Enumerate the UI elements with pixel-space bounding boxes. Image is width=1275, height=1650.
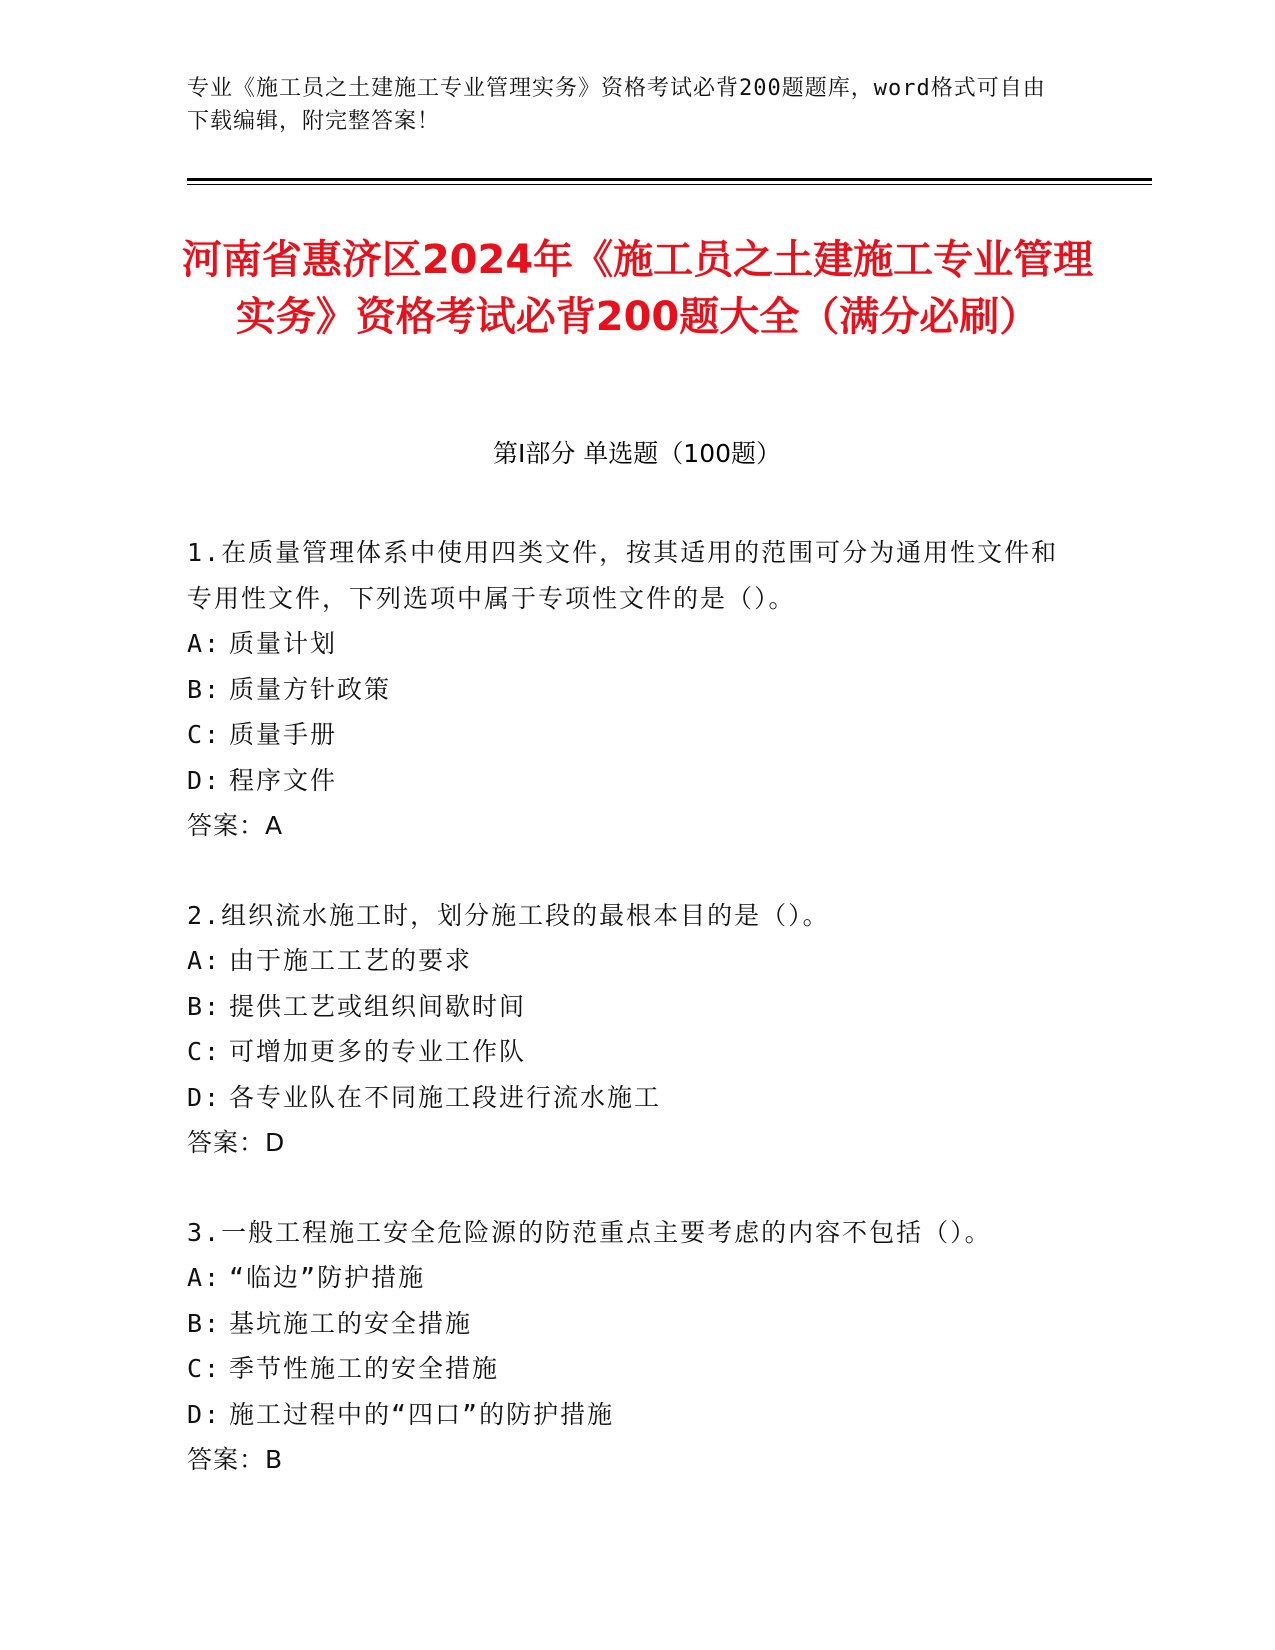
option-letter: C: [187, 720, 222, 749]
question-2 [187, 893, 1067, 1166]
option-letter: A: [187, 629, 222, 658]
option-text: 季节性施工的安全措施 [229, 1354, 500, 1383]
option-letter: C: [187, 1037, 222, 1066]
option-text: 由于施工工艺的要求 [229, 946, 473, 975]
option-text: 程序文件 [229, 765, 338, 795]
option-letter: A: [187, 1263, 222, 1292]
question-3 [187, 1210, 1067, 1483]
header-rule-thin [187, 184, 1152, 185]
option-d [187, 1392, 1067, 1438]
option-text: 质量计划 [229, 629, 338, 658]
option-a [187, 621, 1067, 667]
answer-line: 答案：B [187, 1445, 284, 1474]
option-letter: B: [187, 1308, 222, 1338]
option-letter: D: [187, 1082, 222, 1112]
option-letter: D: [187, 765, 222, 795]
option-letter: A: [187, 946, 222, 975]
option-b [187, 984, 1067, 1030]
question-stem: 1.在质量管理体系中使用四类文件，按其适用的范围可分为通用性文件和专用性文件，下列选项中属于专项性文件的是（）。 [187, 538, 1059, 613]
option-text: 质量方针政策 [229, 674, 392, 704]
option-text: “临边”防护措施 [229, 1263, 426, 1292]
option-c [187, 1029, 1067, 1075]
option-letter: C: [187, 1354, 222, 1383]
section-heading: 第I部分 单选题（100题） [492, 439, 782, 468]
answer-line: 答案：D [187, 1128, 286, 1157]
header-intro: 专业《施工员之土建施工专业管理实务》资格考试必背200题题库，word格式可自由下载编辑，附完整答案！ [187, 76, 1046, 134]
option-text: 施工过程中的“四口”的防护措施 [229, 1399, 615, 1429]
option-d [187, 1075, 1067, 1121]
option-text: 基坑施工的安全措施 [229, 1308, 473, 1338]
question-stem: 2.组织流水施工时，划分施工段的最根本目的是（）。 [187, 900, 830, 930]
option-letter: B: [187, 674, 222, 704]
option-b [187, 1301, 1067, 1347]
option-text: 质量手册 [229, 720, 338, 749]
question-1 [187, 530, 1067, 849]
option-text: 可增加更多的专业工作队 [229, 1037, 527, 1066]
option-text: 提供工艺或组织间歇时间 [229, 991, 527, 1021]
option-b [187, 667, 1067, 713]
option-d [187, 758, 1067, 804]
answer-line: 答案：A [187, 811, 284, 840]
option-a [187, 938, 1067, 984]
option-c [187, 1346, 1067, 1392]
option-c [187, 712, 1067, 758]
option-letter: B: [187, 991, 222, 1021]
document-title: 河南省惠济区2024年《施工员之土建施工专业管理实务》资格考试必背200题大全（满分必刷） [181, 237, 1094, 340]
question-list [187, 530, 1067, 1527]
option-a [187, 1255, 1067, 1301]
header-rule-thick [187, 178, 1152, 181]
option-letter: D: [187, 1399, 222, 1429]
option-text: 各专业队在不同施工段进行流水施工 [229, 1082, 662, 1112]
question-stem: 3.一般工程施工安全危险源的防范重点主要考虑的内容不包括（）。 [187, 1217, 992, 1247]
